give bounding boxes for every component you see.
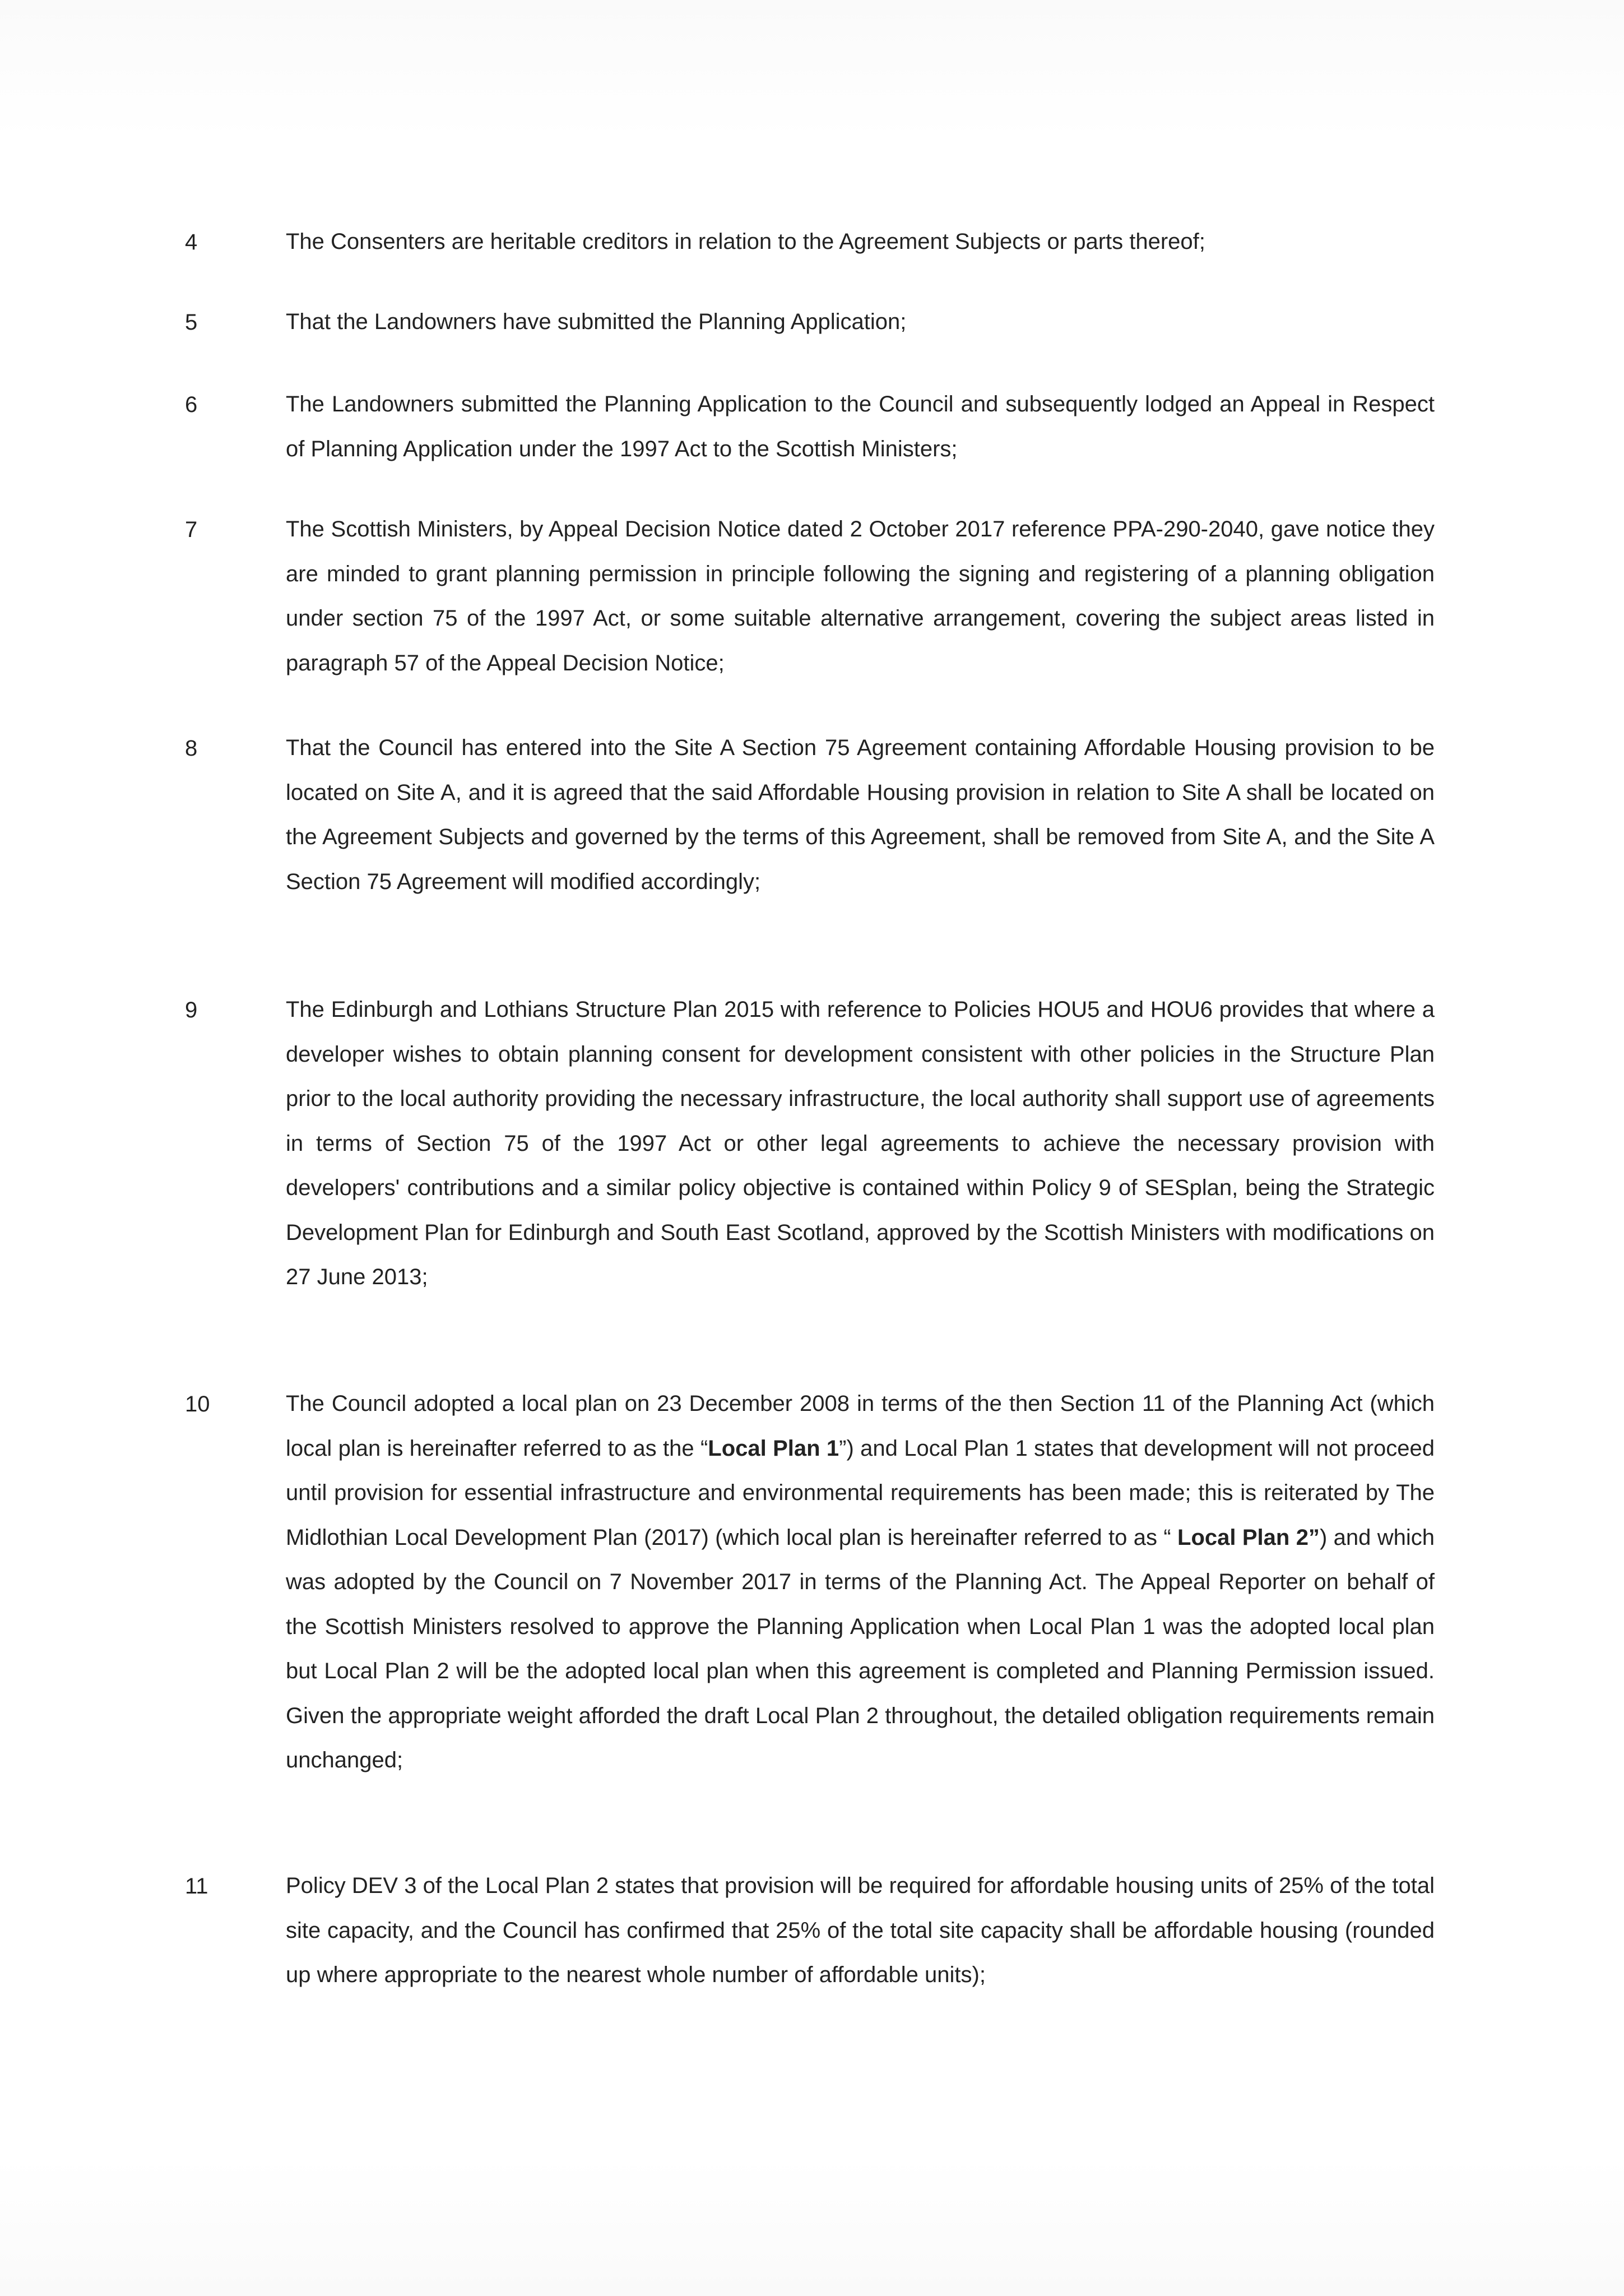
paragraph-number: 9: [185, 998, 198, 1022]
defined-term-local-plan-2: Local Plan 2”: [1177, 1525, 1320, 1550]
paragraph-text: The Consenters are heritable creditors in relation to the Agreement Subjects or parts thereof;: [286, 229, 1205, 254]
paragraph-text: Policy DEV 3 of the Local Plan 2 states that provision will be required for affordable housing units of 25% of the total site capacity, and the Council has confirmed that 25% of the total site capacity shall be affordable housing (rounded up where appropriate to the nearest whole number of affordable units);: [286, 1873, 1435, 1987]
paragraph-text: The Edinburgh and Lothians Structure Plan 2015 with reference to Policies HOU5 and HOU6 provides that where a developer wishes to obtain planning consent for development consistent with other policies in the Structure Plan prior to the local authority providing the necessary infrastructure, the local authority shall support use of agreements in terms of Section 75 of the 1997 Act or other legal agreements to achieve the necessary provision with developers' contributions and a similar policy objective is contained within Policy 9 of SESplan, being the Strategic Development Plan for Edinburgh and South East Scotland, approved by the Scottish Ministers with modifications on 27 June 2013;: [286, 997, 1435, 1289]
paragraph-number: 6: [185, 392, 198, 417]
paragraph-text-part: ”) and Local Plan 1 states that development will not proceed until provision for essential infrastructure and environmental requirements has been made; this is reiterated by The Midlothian Local Development Plan (2017) (which local plan is hereinafter referred to as “: [286, 1436, 1435, 1550]
paragraph-number: 4: [185, 230, 198, 254]
defined-term-local-plan-1: Local Plan 1: [708, 1436, 839, 1461]
paragraph-text: The Landowners submitted the Planning Application to the Council and subsequently lodged an Appeal in Respect of Planning Application under the 1997 Act to the Scottish Ministers;: [286, 392, 1435, 461]
paragraph-text: The Scottish Ministers, by Appeal Decision Notice dated 2 October 2017 reference PPA-290-2040, gave notice they are minded to grant planning permission in principle following the signing and registering of a planning obligation under section 75 of the 1997 Act, or some suitable alternative arrangement, covering the subject areas listed in paragraph 57 of the Appeal Decision Notice;: [286, 517, 1435, 675]
paragraph-number: 8: [185, 736, 198, 761]
paragraph-text: That the Council has entered into the Site A Section 75 Agreement containing Affordable Housing provision to be located on Site A, and it is agreed that the said Affordable Housing provision in relation to Site A shall be located on the Agreement Subjects and governed by the terms of this Agreement, shall be removed from Site A, and the Site A Section 75 Agreement will modified accordingly;: [286, 735, 1435, 894]
paragraph-number: 10: [185, 1392, 210, 1417]
paragraph-text-part: The Council adopted a local plan on 23 December 2008 in terms of the then Section 11 of the Planning Act (which local plan is hereinafter referred to as the “: [286, 1391, 1435, 1461]
paragraph-text: That the Landowners have submitted the Planning Application;: [286, 309, 907, 334]
paragraph-number: 5: [185, 310, 198, 335]
paragraph-number: 7: [185, 517, 198, 542]
paragraph-number: 11: [185, 1874, 208, 1899]
paragraph-text: [286, 1382, 1435, 1783]
paragraph-text-part: ) and which was adopted by the Council on 7 November 2017 in terms of the Planning Act. The Appeal Reporter on behalf of the Scottish Ministers resolved to approve the Planning Application when Local Plan 1 was the adopted local plan but Local Plan 2 will be the adopted local plan when this agreement is completed and Planning Permission issued. Given the appropriate weight afforded the draft Local Plan 2 throughout, the detailed obligation requirements remain unchanged;: [286, 1525, 1435, 1772]
